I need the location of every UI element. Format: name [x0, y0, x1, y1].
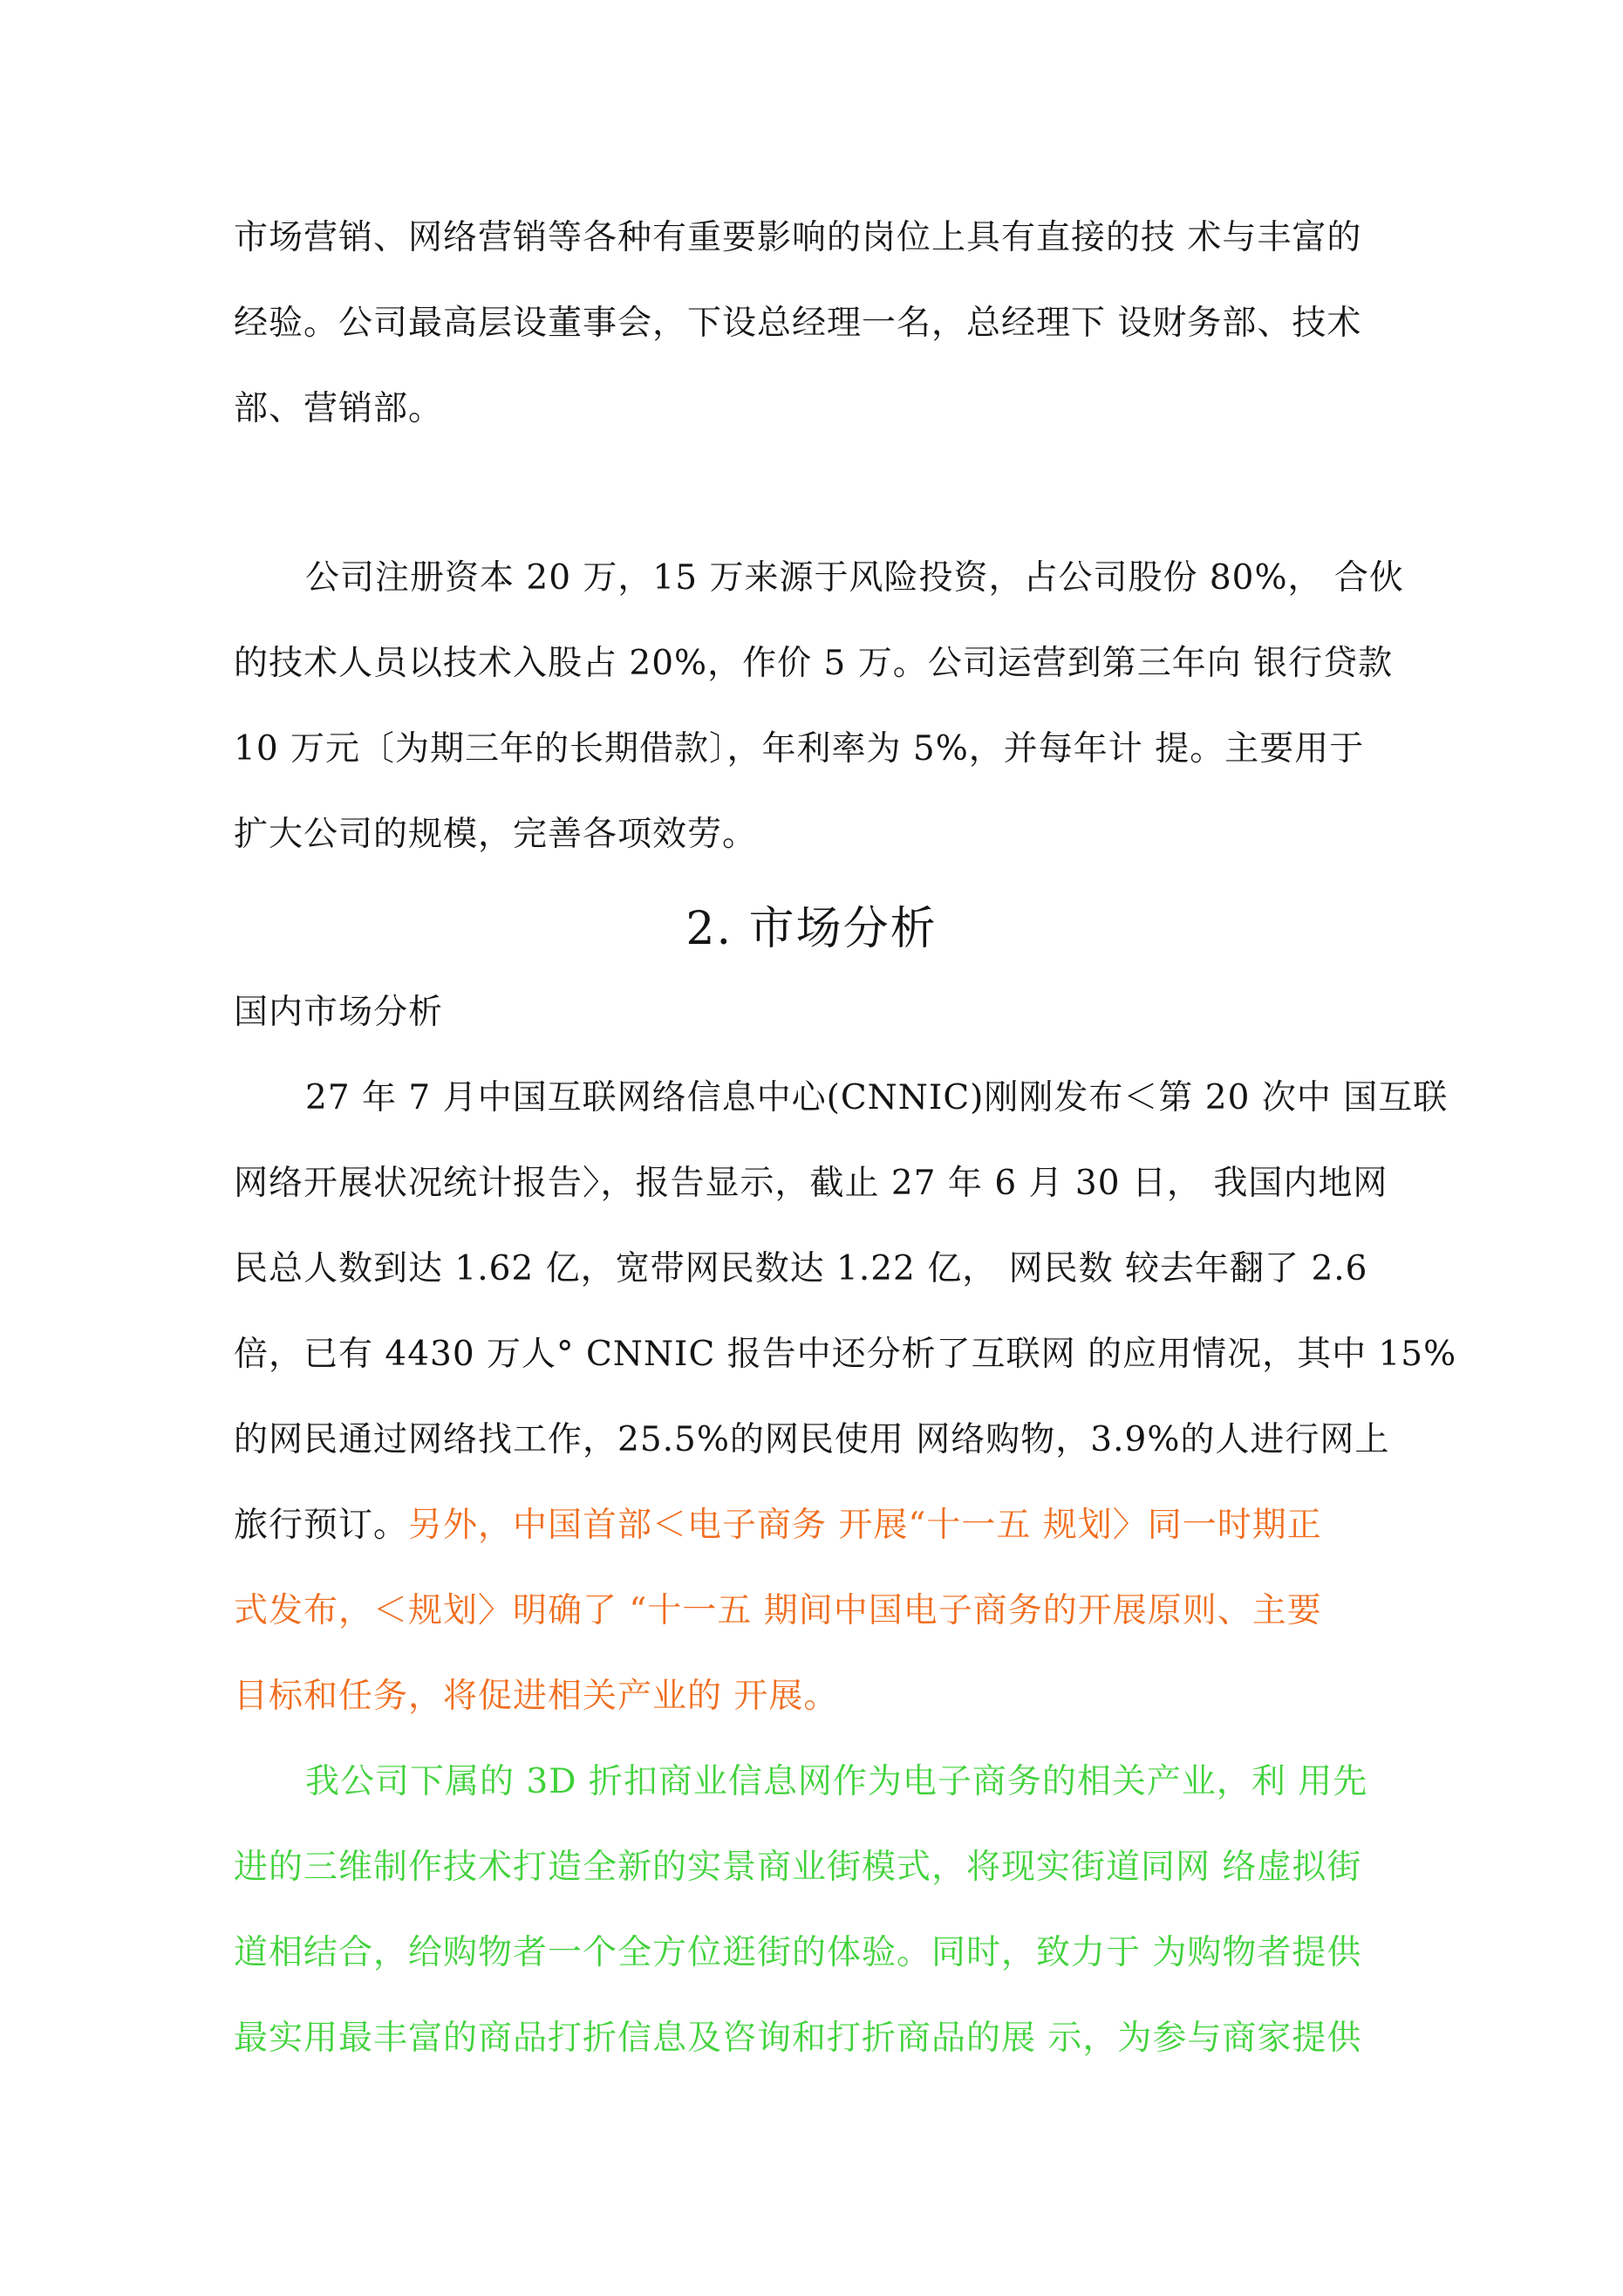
para4-line-4: 最实用最丰富的商品打折信息及咨询和打折商品的展 示，为参与商家提供	[234, 2019, 1362, 2058]
para4-line-1: 我公司下属的 3D 折扣商业信息网作为电子商务的相关产业，利 用先	[305, 1762, 1368, 1801]
section-heading: 2. 市场分析	[685, 903, 938, 955]
para1-line-1: 市场营销、网络营销等各种有重要影响的岗位上具有直接的技 术与丰富的	[234, 218, 1362, 257]
para3-line-4: 倍，已有 4430 万人° CNNIC 报告中还分析了互联网 的应用情况，其中 15%	[234, 1335, 1457, 1374]
para4-line-2: 进的三维制作技术打造全新的实景商业街模式，将现实街道同网 络虚拟街	[234, 1848, 1362, 1887]
para3-line-6	[234, 1506, 1402, 1546]
subheading: 国内市场分析	[234, 993, 444, 1032]
para2-line-2: 的技术人员以技术入股占 20%，作价 5 万。公司运营到第三年向 银行贷款	[234, 644, 1394, 683]
para3-line-3: 民总人数到达 1.62 亿，宽带网民数达 1.22 亿， 网民数 较去年翻了 2.6	[234, 1249, 1368, 1288]
para1-line-2: 经验。公司最高层设董事会，下设总经理一名，总经理下 设财务部、技术	[234, 304, 1362, 343]
para3-line-8: 目标和任务，将促进相关产业的 开展。	[234, 1677, 839, 1716]
para4-line-3: 道相结合，给购物者一个全方位逛街的体验。同时，致力于 为购物者提供	[234, 1933, 1362, 1972]
para2-line-3: 10 万元〔为期三年的长期借款〕，年利率为 5%，并每年计 提。主要用于	[234, 729, 1365, 769]
para3-line-7: 式发布，＜规划〉明确了 “十一五 期间中国电子商务的开展原则、主要	[234, 1591, 1322, 1630]
para1-line-3: 部、营销部。	[234, 389, 444, 428]
para3-line-1: 27 年 7 月中国互联网络信息中心(CNNIC)刚刚发布＜第 20 次中 国互联	[305, 1078, 1449, 1117]
para3-line-6-plain: 旅行预订。	[234, 1506, 409, 1545]
para3-line-5: 的网民通过网络找工作，25.5%的网民使用 网络购物，3.9%的人进行网上	[234, 1420, 1390, 1459]
para3-line-6-highlight: 另外，中国首部＜电子商务 开展“十一五 规划〉同一时期正	[408, 1506, 1322, 1545]
para2-line-1: 公司注册资本 20 万，15 万来源于风险投资，占公司股份 80%， 合伙	[305, 558, 1404, 598]
para2-line-4: 扩大公司的规模，完善各项效劳。	[234, 815, 758, 854]
para3-line-2: 网络开展状况统计报告〉，报告显示，截止 27 年 6 月 30 日， 我国内地网	[234, 1164, 1388, 1203]
